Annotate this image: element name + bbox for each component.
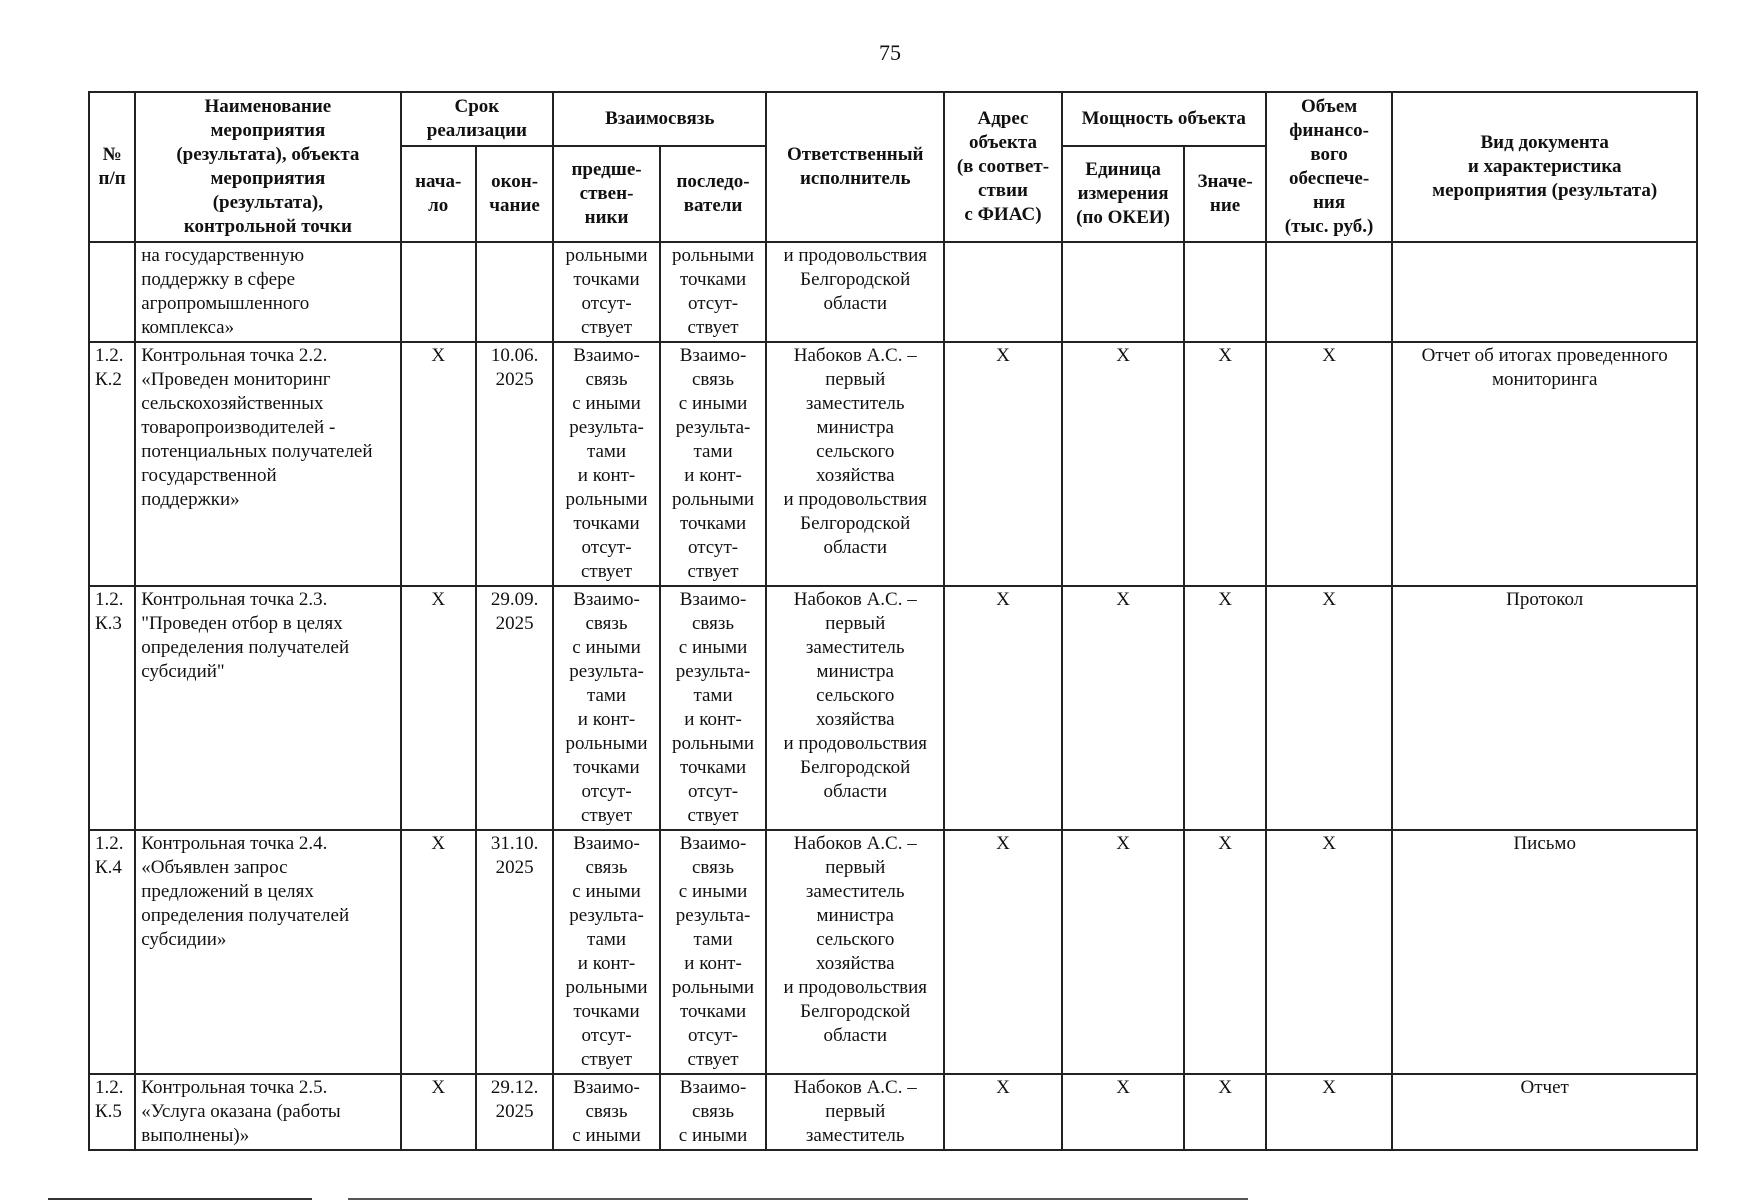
- row-value: Х: [1184, 586, 1265, 830]
- row-predecessors: рольными точками отсут- ствует: [553, 242, 660, 342]
- table-row: [89, 242, 1697, 342]
- table-row: [89, 342, 1697, 586]
- table-row: [89, 830, 1697, 1074]
- row-name: Контрольная точка 2.2. «Проведен мониторинг сельскохозяйственных товаропроизводителей - потенциальных получателей государственной поддержки»: [135, 342, 400, 586]
- row-finance: Х: [1266, 342, 1393, 586]
- row-value: Х: [1184, 1074, 1265, 1150]
- row-unit: Х: [1062, 586, 1185, 830]
- row-finance: [1266, 242, 1393, 342]
- row-end: 10.06. 2025: [476, 342, 553, 586]
- row-num: 1.2. К.5: [89, 1074, 135, 1150]
- header-name: Наименование мероприятия (результата), объекта мероприятия (результата), контрольной точки: [135, 92, 400, 242]
- row-doc: Протокол: [1392, 586, 1697, 830]
- row-address: [944, 242, 1062, 342]
- row-responsible: Набоков А.С. – первый заместитель министра сельского хозяйства и продовольствия Белгородской области: [766, 342, 944, 586]
- row-unit: Х: [1062, 830, 1185, 1074]
- row-address: Х: [944, 1074, 1062, 1150]
- header-term-end: окон- чание: [476, 146, 553, 242]
- row-finance: Х: [1266, 830, 1393, 1074]
- row-start: Х: [401, 1074, 476, 1150]
- row-value: Х: [1184, 342, 1265, 586]
- row-end: 31.10. 2025: [476, 830, 553, 1074]
- plan-table: [88, 91, 1698, 1151]
- header-doc: Вид документа и характеристика мероприятия (результата): [1392, 92, 1697, 242]
- row-end: 29.09. 2025: [476, 586, 553, 830]
- row-successors: рольными точками отсут- ствует: [660, 242, 767, 342]
- row-name: Контрольная точка 2.3. "Проведен отбор в целях определения получателей субсидий": [135, 586, 400, 830]
- row-responsible: и продовольствия Белгородской области: [766, 242, 944, 342]
- row-start: [401, 242, 476, 342]
- header-successors: последо- ватели: [660, 146, 767, 242]
- row-successors: Взаимо- связь с иными результа- тами и конт- рольными точками отсут- ствует: [660, 830, 767, 1074]
- header-responsible: Ответственный исполнитель: [766, 92, 944, 242]
- header-unit: Единица измерения (по ОКЕИ): [1062, 146, 1185, 242]
- row-unit: Х: [1062, 1074, 1185, 1150]
- row-name: на государственную поддержку в сфере агропромышленного комплекса»: [135, 242, 400, 342]
- row-predecessors: Взаимо- связь с иными результа- тами и конт- рольными точками отсут- ствует: [553, 586, 660, 830]
- row-start: Х: [401, 830, 476, 1074]
- row-doc: [1392, 242, 1697, 342]
- header-term-start: нача- ло: [401, 146, 476, 242]
- row-value: Х: [1184, 830, 1265, 1074]
- row-value: [1184, 242, 1265, 342]
- row-predecessors: Взаимо- связь с иными: [553, 1074, 660, 1150]
- header-finance: Объем финансо- вого обеспече- ния (тыс. руб.): [1266, 92, 1393, 242]
- header-relation: Взаимосвязь: [553, 92, 766, 146]
- row-unit: [1062, 242, 1185, 342]
- row-address: Х: [944, 830, 1062, 1074]
- row-doc: Отчет: [1392, 1074, 1697, 1150]
- page-number: 75: [879, 40, 901, 65]
- header-value: Значе- ние: [1184, 146, 1265, 242]
- row-unit: Х: [1062, 342, 1185, 586]
- row-successors: Взаимо- связь с иными: [660, 1074, 767, 1150]
- row-doc: Отчет об итогах проведенного мониторинга: [1392, 342, 1697, 586]
- row-address: Х: [944, 586, 1062, 830]
- row-responsible: Набоков А.С. – первый заместитель министра сельского хозяйства и продовольствия Белгородской области: [766, 830, 944, 1074]
- row-finance: Х: [1266, 586, 1393, 830]
- row-start: Х: [401, 586, 476, 830]
- row-num: 1.2. К.4: [89, 830, 135, 1074]
- row-end: 29.12. 2025: [476, 1074, 553, 1150]
- row-num: 1.2. К.3: [89, 586, 135, 830]
- header-num: № п/п: [89, 92, 135, 242]
- row-num: [89, 242, 135, 342]
- table-row: [89, 1074, 1697, 1150]
- row-successors: Взаимо- связь с иными результа- тами и конт- рольными точками отсут- ствует: [660, 342, 767, 586]
- row-finance: Х: [1266, 1074, 1393, 1150]
- row-end: [476, 242, 553, 342]
- row-address: Х: [944, 342, 1062, 586]
- row-responsible: Набоков А.С. – первый заместитель: [766, 1074, 944, 1150]
- row-successors: Взаимо- связь с иными результа- тами и конт- рольными точками отсут- ствует: [660, 586, 767, 830]
- header-capacity: Мощность объекта: [1062, 92, 1266, 146]
- row-doc: Письмо: [1392, 830, 1697, 1074]
- row-name: Контрольная точка 2.5. «Услуга оказана (работы выполнены)»: [135, 1074, 400, 1150]
- table-row: [89, 586, 1697, 830]
- row-name: Контрольная точка 2.4. «Объявлен запрос предложений в целях определения получателей субсидии»: [135, 830, 400, 1074]
- row-num: 1.2. К.2: [89, 342, 135, 586]
- row-predecessors: Взаимо- связь с иными результа- тами и конт- рольными точками отсут- ствует: [553, 830, 660, 1074]
- header-predecessors: предше- ствен- ники: [553, 146, 660, 242]
- row-predecessors: Взаимо- связь с иными результа- тами и конт- рольными точками отсут- ствует: [553, 342, 660, 586]
- header-term: Срок реализации: [401, 92, 554, 146]
- row-start: Х: [401, 342, 476, 586]
- row-responsible: Набоков А.С. – первый заместитель министра сельского хозяйства и продовольствия Белгородской области: [766, 586, 944, 830]
- header-address: Адрес объекта (в соответ- ствии с ФИАС): [944, 92, 1062, 242]
